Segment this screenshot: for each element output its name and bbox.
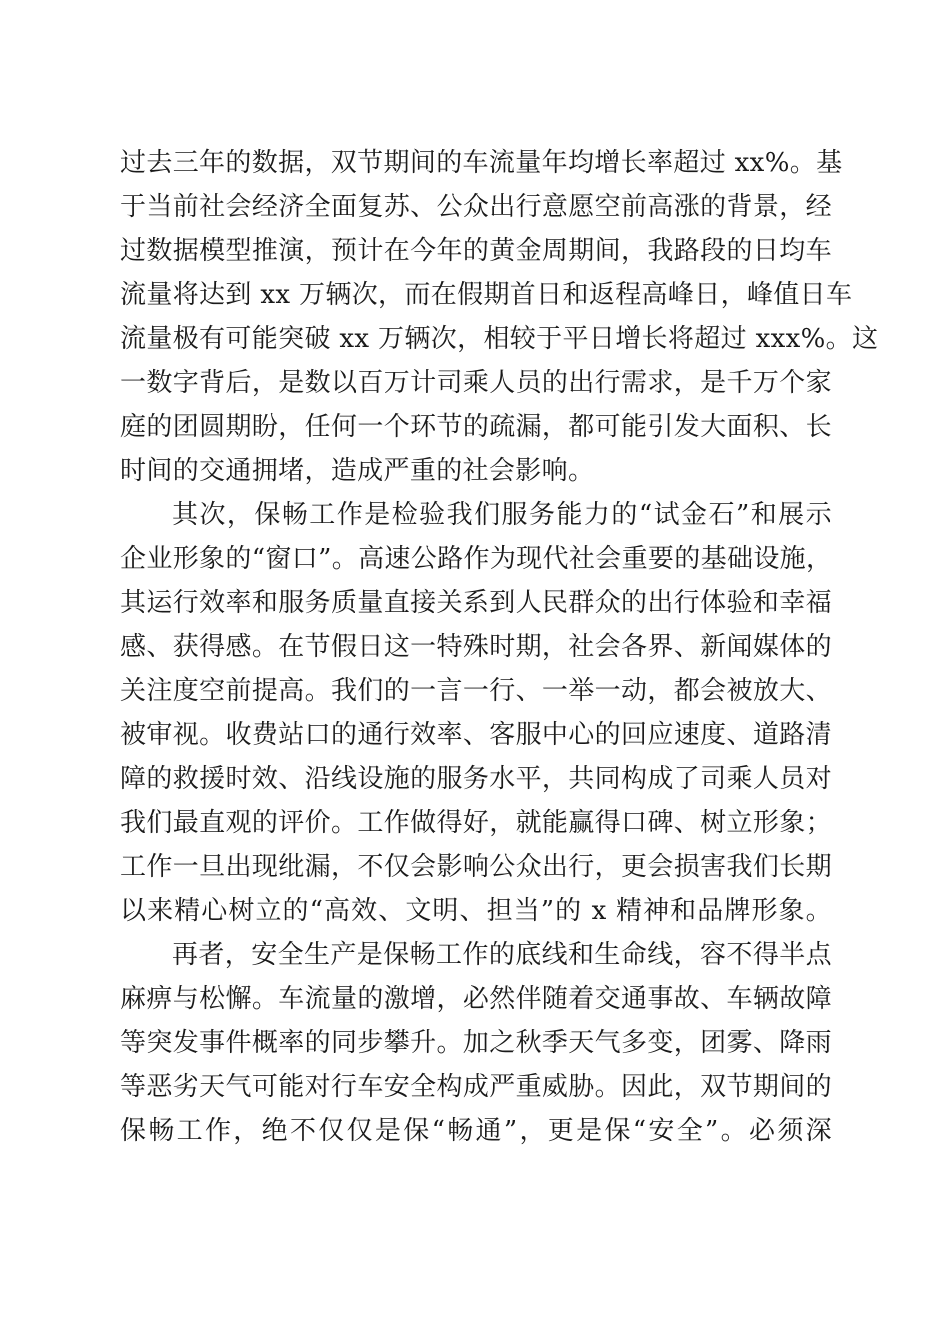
paragraph-start-line: 再者，安全生产是保畅工作的底线和生命线，容不得半点 (172, 940, 832, 970)
text-line: 感、获得感。在节假日这一特殊时期，社会各界、新闻媒体的 (120, 632, 832, 662)
text-line: 过去三年的数据，双节期间的车流量年均增长率超过 xx%。基 (120, 148, 843, 178)
text-line: 庭的团圆期盼，任何一个环节的疏漏，都可能引发大面积、长 (120, 412, 832, 442)
text-line: 其运行效率和服务质量直接关系到人民群众的出行体验和幸福 (120, 588, 832, 618)
text-line: 一数字背后，是数以百万计司乘人员的出行需求，是千万个家 (120, 368, 832, 398)
text-line: 障的救援时效、沿线设施的服务水平，共同构成了司乘人员对 (120, 764, 832, 794)
text-line: 麻痹与松懈。车流量的激增，必然伴随着交通事故、车辆故障 (120, 984, 832, 1014)
text-line: 时间的交通拥堵，造成严重的社会影响。 (120, 456, 595, 486)
text-line: 流量将达到 xx 万辆次，而在假期首日和返程高峰日，峰值日车 (120, 280, 853, 310)
text-line: 流量极有可能突破 xx 万辆次，相较于平日增长将超过 xxx%。这 (120, 324, 879, 354)
text-line: 等突发事件概率的同步攀升。加之秋季天气多变，团雾、降雨 (120, 1028, 832, 1058)
text-line: 以来精心树立的“高效、文明、担当”的 x 精神和品牌形象。 (120, 896, 832, 926)
text-line: 被审视。收费站口的通行效率、客服中心的回应速度、道路清 (120, 720, 832, 750)
text-line: 我们最直观的评价。工作做得好，就能赢得口碑、树立形象； (120, 808, 832, 838)
text-line: 保畅工作，绝不仅仅是保“畅通”，更是保“安全”。必须深 (120, 1116, 832, 1146)
text-line: 等恶劣天气可能对行车安全构成严重威胁。因此，双节期间的 (120, 1072, 832, 1102)
paragraph-start-line: 其次，保畅工作是检验我们服务能力的“试金石”和展示 (172, 500, 832, 530)
text-line: 过数据模型推演，预计在今年的黄金周期间，我路段的日均车 (120, 236, 832, 266)
text-line: 工作一旦出现纰漏，不仅会影响公众出行，更会损害我们长期 (120, 852, 832, 882)
text-line: 关注度空前提高。我们的一言一行、一举一动，都会被放大、 (120, 676, 832, 706)
text-line: 企业形象的“窗口”。高速公路作为现代社会重要的基础设施， (120, 544, 833, 574)
text-line: 于当前社会经济全面复苏、公众出行意愿空前高涨的背景，经 (120, 192, 832, 222)
